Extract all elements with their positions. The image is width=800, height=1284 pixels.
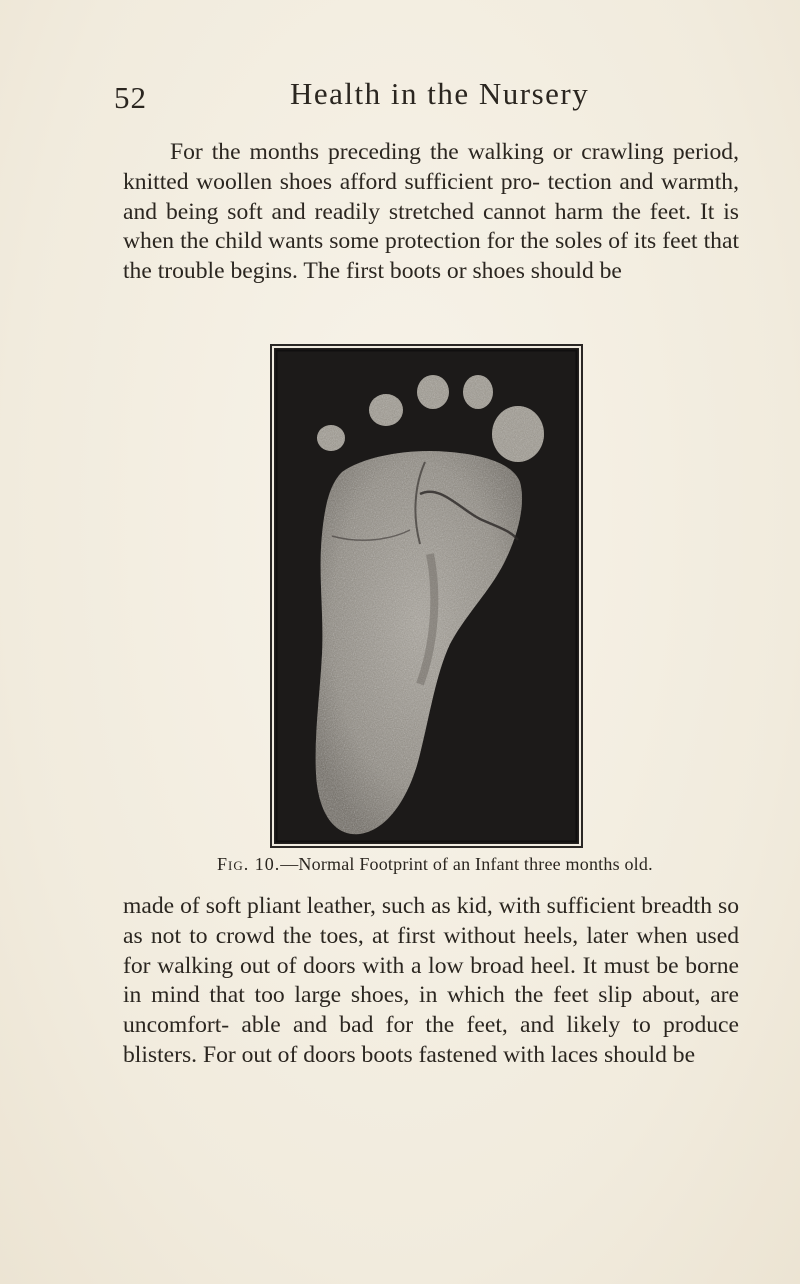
figure-caption-text: —Normal Footprint of an Infant three months old. <box>280 854 653 874</box>
running-head <box>114 76 674 120</box>
paragraph-top <box>123 138 739 287</box>
figure-caption <box>217 854 687 875</box>
figure-label: Fig. 10. <box>217 854 281 874</box>
page-heading: Health in the Nursery <box>290 76 590 111</box>
footprint-image <box>270 344 583 848</box>
footprint-figure <box>270 344 583 848</box>
page-number: 52 <box>114 80 147 115</box>
paragraph-bottom: made of soft pliant leather, such as kid, with sufficient breadth so as not to crowd the toes, at first without heels, later when used for walking out of doors with a low broad heel. It must be borne in mind that too large shoes, in which the feet slip about, are uncomfort- able and bad for the feet, and likely to produce blisters. For out of doors boots fastened with laces should be <box>123 893 739 1068</box>
paragraph-top-text: For the months preceding the walking or crawling period, knitted woollen shoes afford sufficient pro- tection and warmth, and being soft and readily stretched cannot harm the feet. It is when the child wants some protection for the soles of its feet that the trouble begins. The first boots or shoes should be <box>123 139 739 285</box>
